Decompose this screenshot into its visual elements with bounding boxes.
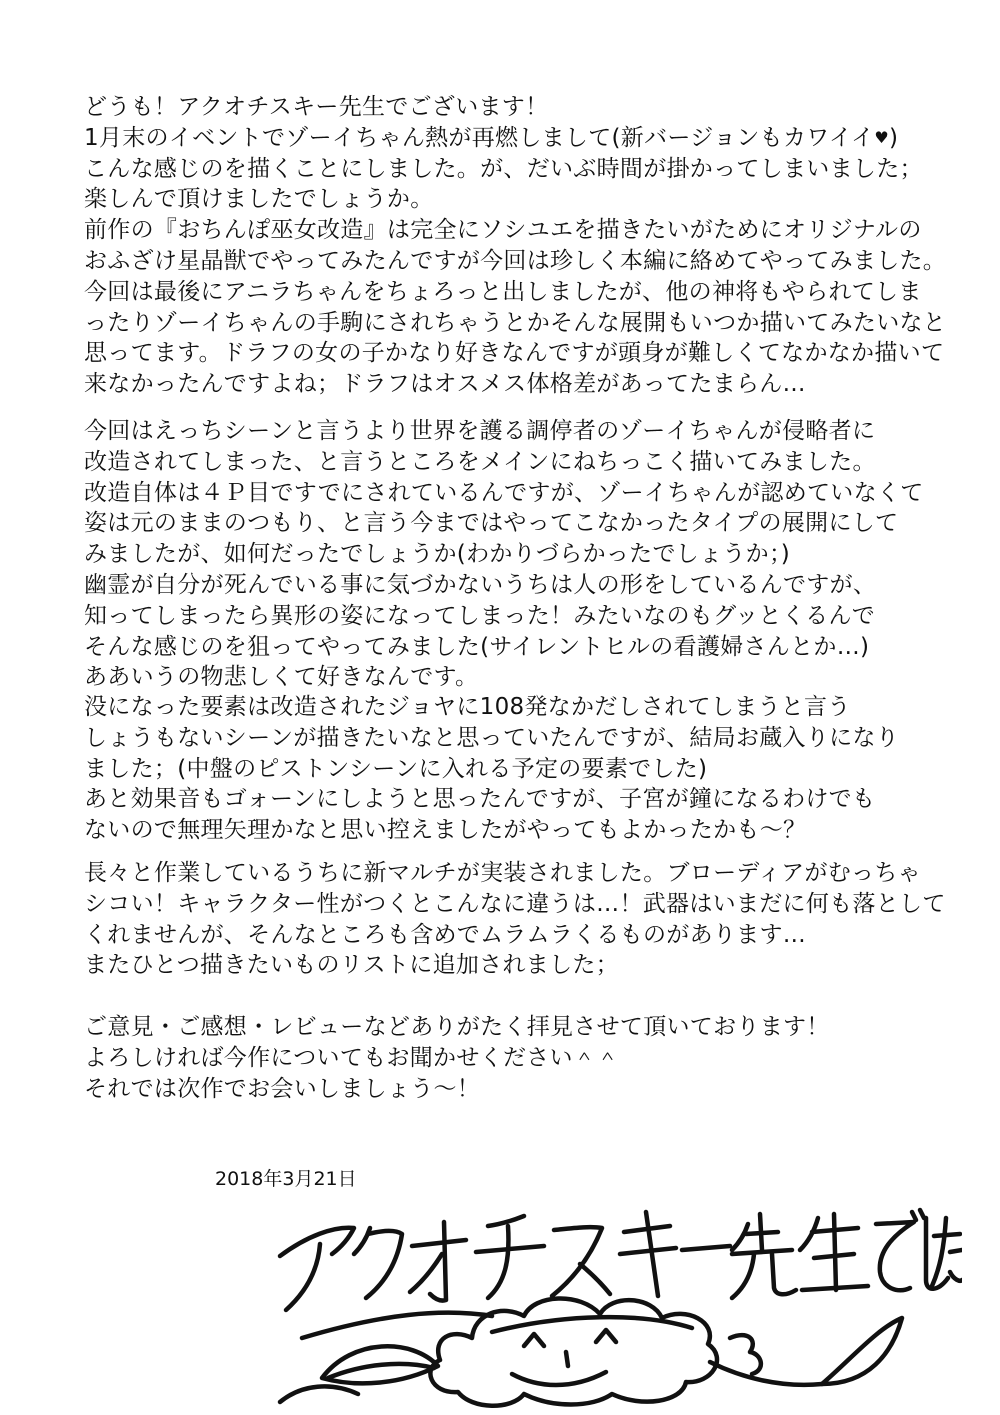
text-line xyxy=(84,123,964,154)
text-line: どうも！アクオチスキー先生でございます！ xyxy=(84,94,549,120)
text-line: 改造されてしまった、と言うところをメインにねちっこく描いてみました。 xyxy=(84,448,876,475)
text-line: またひとつ描きたいものリストに追加されました； xyxy=(84,952,619,979)
text-line: 知ってしまったら異形の姿になってしまった！みたいなのもグッとくるんで xyxy=(84,602,876,629)
text-line: くれませんが、そんなところも含めでムラムラくるものがあります… xyxy=(84,921,807,948)
text-line: 今回はえっちシーンと言うより世界を護る調停者のゾーイちゃんが侵略者に xyxy=(84,418,876,444)
text-line: そんな感じのを狙ってやってみました(サイレントヒルの看護婦さんとか…) xyxy=(84,633,870,660)
text-line: 長々と作業しているうちに新マルチが実装されました。ブローディアがむっちゃ xyxy=(84,860,921,886)
text-line: 幽霊が自分が死んでいる事に気づかないうちは人の形をしているんですが、 xyxy=(84,571,877,598)
text-line: みましたが、如何だったでしょうか(わかりづらかったでしょうか；) xyxy=(84,541,791,568)
text-line: 思ってます。ドラフの女の子かなり好きなんですが頭身が難しくてなかなか描いて xyxy=(84,340,945,367)
text-line: ご意見・ご感想・レビューなどありがたく拝見させて頂いております！ xyxy=(84,1014,830,1040)
text-line: あと効果音もゴォーンにしようと思ったんですが、子宮が鐘になるわけでも xyxy=(84,786,876,813)
text-line: こんな感じのを描くことにしました。が、だいぶ時間が掛かってしまいました； xyxy=(84,155,923,182)
text-line-tail: ) xyxy=(889,124,899,151)
text-line: 楽しんで頂けましたでしょうか。 xyxy=(84,186,434,213)
afterword-paragraph-1 xyxy=(84,92,964,400)
text-line: 改造自体は４Ｐ目ですでにされているんですが、ゾーイちゃんが認めていなくて xyxy=(84,479,924,506)
date-label: 2018年3月21日 xyxy=(215,1168,357,1190)
text-line: 来なかったんですよね；ドラフはオスメス体格差があってたまらん… xyxy=(84,371,806,398)
text-line: 前作の『おちんぽ巫女改造』は完全にソシユエを描きたいがためにオリジナルの xyxy=(84,217,922,244)
text-line: ました；(中盤のピストンシーンに入れる予定の要素でした) xyxy=(84,755,708,782)
text-line: ったりゾーイちゃんの手駒にされちゃうとかそんな展開もいつか描いてみたいなと xyxy=(84,309,947,336)
text-line-body: 1月末のイベントでゾーイちゃん熱が再燃しまして(新バージョンもカワイイ xyxy=(84,124,875,151)
afterword-paragraph-3 xyxy=(84,692,964,846)
text-line: 没になった要素は改造されたジョヤに108発なかだしされてしまうと言う xyxy=(84,694,851,720)
afterword-paragraph-4 xyxy=(84,858,964,981)
text-line: しょうもないシーンが描きたいなと思っていたんですが、結局お蔵入りになり xyxy=(84,724,900,751)
text-line: ああいうの物悲しくて好きなんです。 xyxy=(84,664,479,691)
text-line: ないので無理矢理かなと思い控えましたがやってもよかったかも～？ xyxy=(84,817,807,844)
afterword-paragraph-2 xyxy=(84,416,964,693)
handwritten-signature xyxy=(262,1188,962,1413)
signature-drawing xyxy=(262,1188,962,1413)
text-line: おふざけ星晶獣でやってみたんですが今回は珍しく本編に絡めてやってみました。 xyxy=(84,247,947,274)
text-line: シコい！キャラクター性がつくとこんなに違うは…！武器はいまだに何も落として xyxy=(84,890,946,917)
text-line: 姿は元のままのつもり、と言う今まではやってこなかったタイプの展開にして xyxy=(84,510,899,537)
afterword-paragraph-5 xyxy=(84,1012,964,1104)
text-line: それでは次作でお会いしましょう～！ xyxy=(84,1075,481,1102)
text-line: 今回は最後にアニラちゃんをちょろっと出しましたが、他の神将もやられてしま xyxy=(84,278,922,305)
text-line: よろしければ今作についてもお聞かせください＾＾ xyxy=(84,1044,620,1071)
heart-icon: ♥ xyxy=(874,127,890,147)
